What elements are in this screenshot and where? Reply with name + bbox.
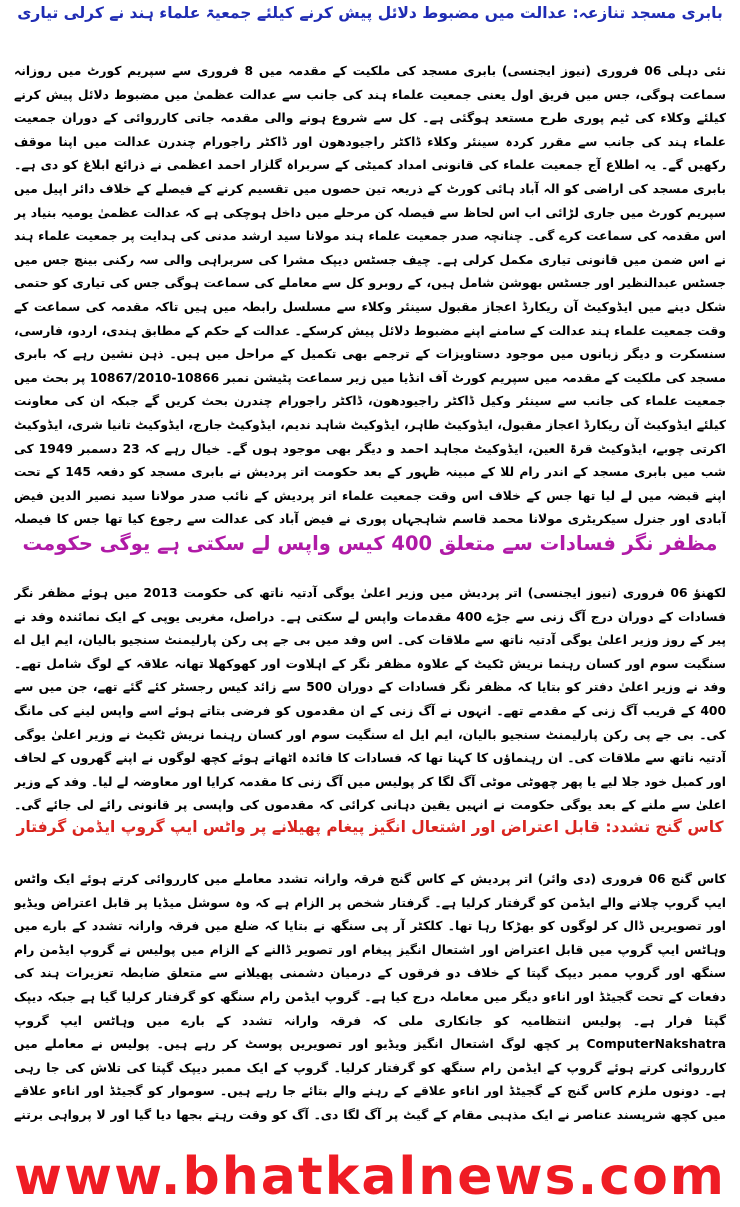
headline-kasganj: کاس گنج تشدد: قابل اعتراض اور اشتعال انگیز پیغام پھیلانے پر واٹس ایپ گروپ ایڈمن گرفتار: [16, 818, 724, 836]
article-muzaffarnagar: [0, 532, 740, 814]
headline-babri-masjid: بابری مسجد تنازعہ: عدالت میں مضبوط دلائل پیش کرنے کیلئے جمعیۃ علماء ہند نے کرلی تیاری: [17, 4, 723, 22]
article-kasganj: [0, 818, 740, 1124]
article-body-muzaffarnagar: لکھنؤ 06 فروری (نیوز ایجنسی) اتر پردیش میں وزیر اعلیٰ یوگی آدتیہ ناتھ کی حکومت 2013 میں ہوئے مظفر نگر فسادات کے دوران درج آگ زنی سے جڑے 400 مقدمات واپس لے سکتی ہے۔ دراصل، مغربی یوپی کے ایک نمائندہ وفد نے پیر کے روز وزیر اعلیٰ یوگی آدتیہ ناتھ سے ملاقات کی۔ اس وفد میں بی جے پی رکن پارلیمنٹ سنجیو بالیان، ایم ایل اے سنگیت سوم اور کسان رہنما نریش ٹکیٹ کے علاوہ مظفر نگر کے اہلاوت اور کھوکھلا تھانہ علاقہ کے لوگ شامل تھے۔ وفد نے وزیر اعلیٰ دفتر کو بتایا کہ مظفر نگر فسادات کے دوران 500 سے زائد کیس رجسٹر کئے گئے تھے، جن میں سے 400 کے قریب آگ زنی کے مقدمے تھے۔ انہوں نے آگ زنی کے ان مقدموں کو فرضی بتاتے ہوئے اسے واپس لینے کی مانگ کی۔ بی جے پی رکن پارلیمنٹ سنجیو بالیان، ایم ایل اے سنگیت سوم اور کسان رہنما نریش ٹکیٹ نے وزیر اعلیٰ یوگی آدتیہ ناتھ سے ملاقات کی۔ ان رہنماؤں کا کہنا تھا کہ فسادات کا فائدہ اٹھاتے ہوئے کچھ لوگوں نے اپنے گھروں کے لحاف اور کمبل خود جلا لیے یا پھر چھوٹی موٹی آگ لگا کر پولیس میں آگ زنی کا مقدمہ کرایا اور معاوضہ لے لیا۔ وفد کے وزیر اعلیٰ سے ملنے کے بعد یوگی حکومت نے انہیں یقین دہانی کرائی کہ مقدموں کی واپسی پر قانونی رائے لی جائے گی۔: [14, 586, 726, 813]
headline-muzaffarnagar: مظفر نگر فسادات سے متعلق 400 کیس واپس لے سکتی ہے یوگی حکومت: [22, 532, 718, 555]
site-url-link[interactable]: www.bhatkalnews.com: [14, 1147, 726, 1207]
article-body-babri-masjid: نئی دہلی 06 فروری (نیوز ایجنسی) بابری مسجد کی ملکیت کے مقدمہ میں 8 فروری سے سپریم کورٹ میں روزانہ سماعت ہوگی، جس میں فریق اول یعنی جمعیت علماء ہند کی جانب سے عدالت عظمیٰ میں مضبوط دلائل پیش کرنے کیلئے وکلاء کی ٹیم پوری طرح مستعد ہوگئی ہے۔ کل سے شروع ہونے والی مقدمہ جاتی کارروائی کے دوران جمعیت علماء ہند کی جانب سے مقرر کردہ سینئر وکلاء ڈاکٹر راجیودھون اور ڈاکٹر راجورام چندرن عدالت میں اپنا موقف رکھیں گے۔ یہ اطلاع آج جمعیت علماء کی قانونی امداد کمیٹی کے سربراہ گلزار احمد اعظمی نے ذرائع ابلاغ کو دی ہے۔ بابری مسجد کی اراضی کو الہ آباد ہائی کورٹ کے ذریعہ تین حصوں میں تقسیم کرنے کے فیصلے کے خلاف دائر اپیل میں سپریم کورٹ میں جاری لڑائی اب اس لحاظ سے فیصلہ کن مرحلے میں داخل ہوچکی ہے کہ عدالت عظمیٰ یومیہ بنیاد پر اس مقدمہ کی سماعت کرے گی۔ چنانچہ صدر جمعیت علماء ہند مولانا سید ارشد مدنی کی ہدایت پر جمعیت علماء ہند نے اس ضمن میں قانونی تیاری مکمل کرلی ہے۔ چیف جسٹس دیپک مشرا کی سربراہی والی سہ رکنی بینچ جس میں جسٹس عبدالنظیر اور جسٹس بھوشن شامل ہیں، کے روبرو کل سے معاملے کی سماعت ہوگی جس کی تیاری کو حتمی شکل دینے میں ایڈوکیٹ آن ریکارڈ اعجاز مقبول سینئر وکلاء سے مسلسل رابطہ میں ہیں تاکہ مقدمہ کی سماعت کے وقت جمعیت علماء ہند عدالت کے سامنے اپنے مضبوط دلائل پیش کرسکے۔ عدالت کے حکم کے مطابق ہندی، اردو، فارسی، سنسکرت و دیگر زبانوں میں موجود دستاویزات کے ترجمے بھی تکمیل کے مراحل میں ہیں۔ ذہن نشین رہے کہ بابری مسجد کی ملکیت کے مقدمہ میں سپریم کورٹ آف انڈیا میں زیر سماعت پٹیشن نمبر 10866-10867/2010 پر بحث میں جمعیت علماء کی جانب سے سینئر وکیل ڈاکٹر راجیودھون، ڈاکٹر راجورام چندرن بحث کریں گے جبکہ ان کی معاونت کیلئے ایڈوکیٹ آن ریکارڈ اعجاز مقبول، ایڈوکیٹ طاہر، ایڈوکیٹ شاہد ندیم، ایڈوکیٹ جارج، ایڈوکیٹ تانیا شری، ایڈوکیٹ اکرتی چوبے، ایڈوکیٹ قرۃ العین، ایڈوکیٹ مجاہد احمد و دیگر بھی موجود ہوں گے۔ خیال رہے کہ 23 دسمبر 1949 کی شب میں بابری مسجد کے اندر رام للا کے مبینہ ظہور کے بعد حکومت اتر پردیش نے بابری مسجد کو دفعہ 145 کے تحت اپنے قبضہ میں لے لیا تھا جس کے خلاف اس وقت جمعیت علماء اتر پردیش کے نائب صدر مولانا سید نصیر الدین فیض آبادی اور جنرل سیکریٹری مولانا محمد قاسم شاہجہاں پوری نے فیض آباد کی عدالت سے رجوع کیا تھا جس کا فیصلہ: [14, 64, 726, 527]
article-body-kasganj: کاس گنج 06 فروری (دی وائر) اتر پردیش کے کاس گنج فرقہ وارانہ تشدد معاملے میں کارروائی کرتے ہوئے ایک واٹس ایپ گروپ چلانے والے ایڈمن کو گرفتار کرلیا ہے۔ گرفتار شخص پر الزام ہے کہ وہ سوشل میڈیا پر قابل اعتراض ویڈیو اور تصویریں ڈال کر لوگوں کو بھڑکا رہا تھا۔ کلکٹر آر پی سنگھ نے بتایا کہ ضلع میں فرقہ وارانہ تشدد کے بارے میں وہاٹس ایپ گروپ میں قابل اعتراض اور اشتعال انگیز پیغام اور تصویر ڈالنے کے الزام میں پولیس نے گروپ ایڈمن رام سنگھ اور گروپ ممبر دیپک گپتا کے خلاف دو فرقوں کے درمیان دشمنی پھیلانے سے متعلق ضابطہ تعزیرات ہند کی دفعات کے تحت گجیٹڈ اور اناءو دیگر میں معاملہ درج کیا ہے۔ گروپ ایڈمن رام سنگھ کو گرفتار کرلیا گیا ہے جبکہ دیپک گپتا فرار ہے۔ پولیس انتظامیہ کو جانکاری ملی کہ فرقہ وارانہ تشدد کے بارے میں وہاٹس ایپ گروپ ComputerNakshatra پر کچھ لوگ اشتعال انگیز ویڈیو اور تصویریں پوسٹ کر رہے ہیں۔ پولیس نے معاملے میں کارروائی کرتے ہوئے گروپ کے ایڈمن رام سنگھ کو گرفتار کرلیا۔ گروپ کے ایک ممبر دیپک گپتا کی تلاش کی جا رہی ہے۔ دونوں ملزم کاس گنج کے گجیٹڈ اور اناءو علاقے کے رہنے والے بتائے جا رہے ہیں۔ سوموار کو گجیٹڈ اور اناءو علاقے میں کچھ شرپسند عناصر نے ایک مذہبی مقام کے گیٹ پر آگ لگا دی۔ آگ کو وقت رہتے بجھا دیا گیا اور لا پرواہی برتنے: [14, 872, 726, 1122]
footer-banner: [0, 1147, 740, 1207]
article-babri-masjid: [0, 4, 740, 530]
